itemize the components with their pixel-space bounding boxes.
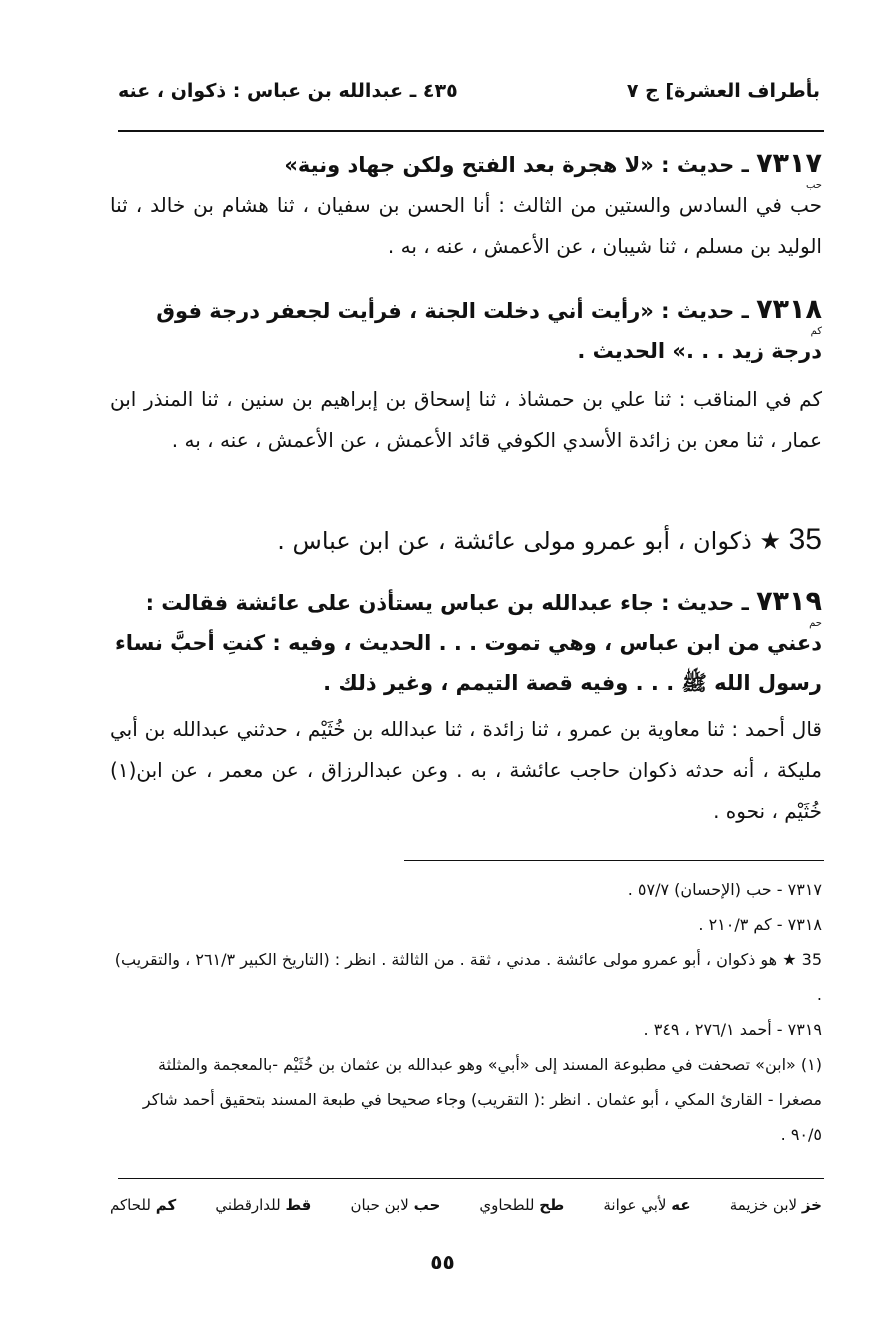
narrator-text: ذكوان ، أبو عمرو مولى عائشة ، عن ابن عباس . [277, 527, 752, 555]
hadith-number: ٧٣١٨ [756, 294, 822, 325]
hadith-title [110, 144, 822, 185]
footnote-35-text: ★ هو ذكوان ، أبو عمرو مولى عائشة . مدني ، ثقة . من الثالثة . انظر : (التاريخ الكبير ٢٦١/٣ ، والتقريب) . [114, 950, 822, 1004]
page-number: ٥٥ [430, 1250, 455, 1274]
sigla-legend [110, 1196, 822, 1214]
hadith-heading: ـ حديث : «لا هجرة بعد الفتح ولكن جهاد ونية» [284, 153, 749, 177]
hadith-number: ٧٣١٧ [756, 148, 822, 179]
legend-rule [118, 1178, 824, 1179]
hadith-number: ٧٣١٩ [756, 586, 822, 617]
hadith-7318 [110, 290, 822, 461]
hadith-heading: ـ حديث : «رأيت أني دخلت الجنة ، فرأيت لجعفر درجة فوق درجة زيد . . .» الحديث . [156, 299, 822, 363]
narrator-heading [110, 518, 822, 563]
legend-item: حب لابن حبان [350, 1196, 441, 1214]
legend-item: قط للدارقطني [215, 1196, 312, 1214]
footnotes [110, 872, 822, 1152]
footnote-35 [110, 942, 822, 1012]
header-section: ٤٣٥ ـ عبدالله بن عباس : ذكوان ، عنه [118, 80, 458, 102]
legend-item: كم للحاكم [110, 1196, 177, 1214]
running-header [118, 80, 820, 112]
footnote-rule [404, 860, 824, 861]
isnad-text: حب في السادس والستين من الثالث : أنا الحسن بن سفيان ، ثنا هشام بن خالد ، ثنا الوليد بن مسلم ، ثنا شيبان ، عن الأعمش ، عنه ، به . [110, 193, 822, 258]
narrator-number: 35 [788, 523, 822, 556]
isnad-text: قال أحمد : ثنا معاوية بن عمرو ، ثنا زائدة ، ثنا عبدالله بن خُثَيْم ، حدثني عبدالله بن أبي مليكة ، أنه حدثه ذكوان حاجب عائشة ، به . وعن عبدالرزاق ، عن معمر ، عن ابن(١) خُثَيْم ، نحوه . [110, 717, 822, 823]
hadith-isnad [110, 379, 822, 461]
header-volume: بأطراف العشرة] ج ٧ [626, 80, 820, 102]
legend-item: طح للطحاوي [479, 1196, 565, 1214]
source-sigil: حم [809, 618, 822, 629]
hadith-7317 [110, 144, 822, 267]
header-rule [118, 130, 824, 132]
footnote-7319: ٧٣١٩ - أحمد ٢٧٦/١ ، ٣٤٩ . [643, 1020, 822, 1039]
legend-item: خز لابن خزيمة [729, 1196, 822, 1214]
footnote-1: (١) «ابن» تصحفت في مطبوعة المسند إلى «أبي» وهو عبدالله بن عثمان بن خُثَيْم -بالمعجمة والمثلثة مصغرا - القارئ المكي ، أبو عثمان . انظر :( التقريب) وجاء صحيحا في طبعة المسند بتحقيق أحمد شاكر ٩٠/٥ . [142, 1055, 822, 1144]
star-icon: ★ [759, 527, 781, 555]
footnote-7317: ٧٣١٧ - حب (الإحسان) ٥٧/٧ . [627, 880, 822, 899]
hadith-isnad [110, 185, 822, 267]
isnad-text: كم في المناقب : ثنا علي بن حمشاذ ، ثنا إسحاق بن إبراهيم بن سنين ، ثنا المنذر ابن عمار ، ثنا معن بن زائدة الأسدي الكوفي قائد الأعمش ، عن الأعمش ، عنه ، به . [110, 387, 822, 452]
source-sigil: حب [805, 180, 822, 191]
legend-item: عه لأبي عوانة [603, 1196, 691, 1214]
hadith-title [110, 582, 822, 703]
source-sigil: كم [810, 326, 822, 337]
footnote-35-number: 35 [801, 950, 822, 969]
hadith-title [110, 290, 822, 371]
hadith-heading: ـ حديث : جاء عبدالله بن عباس يستأذن على عائشة فقالت : دعني من ابن عباس ، وهي تموت . . . الحديث ، وفيه : كنتِ أحبَّ نساء رسول الله ﷺ . . . وفيه قصة التيمم ، وغير ذلك . [115, 591, 822, 695]
footnote-7318: ٧٣١٨ - كم ٢١٠/٣ . [698, 915, 822, 934]
hadith-isnad [110, 709, 822, 832]
hadith-7319 [110, 582, 822, 832]
